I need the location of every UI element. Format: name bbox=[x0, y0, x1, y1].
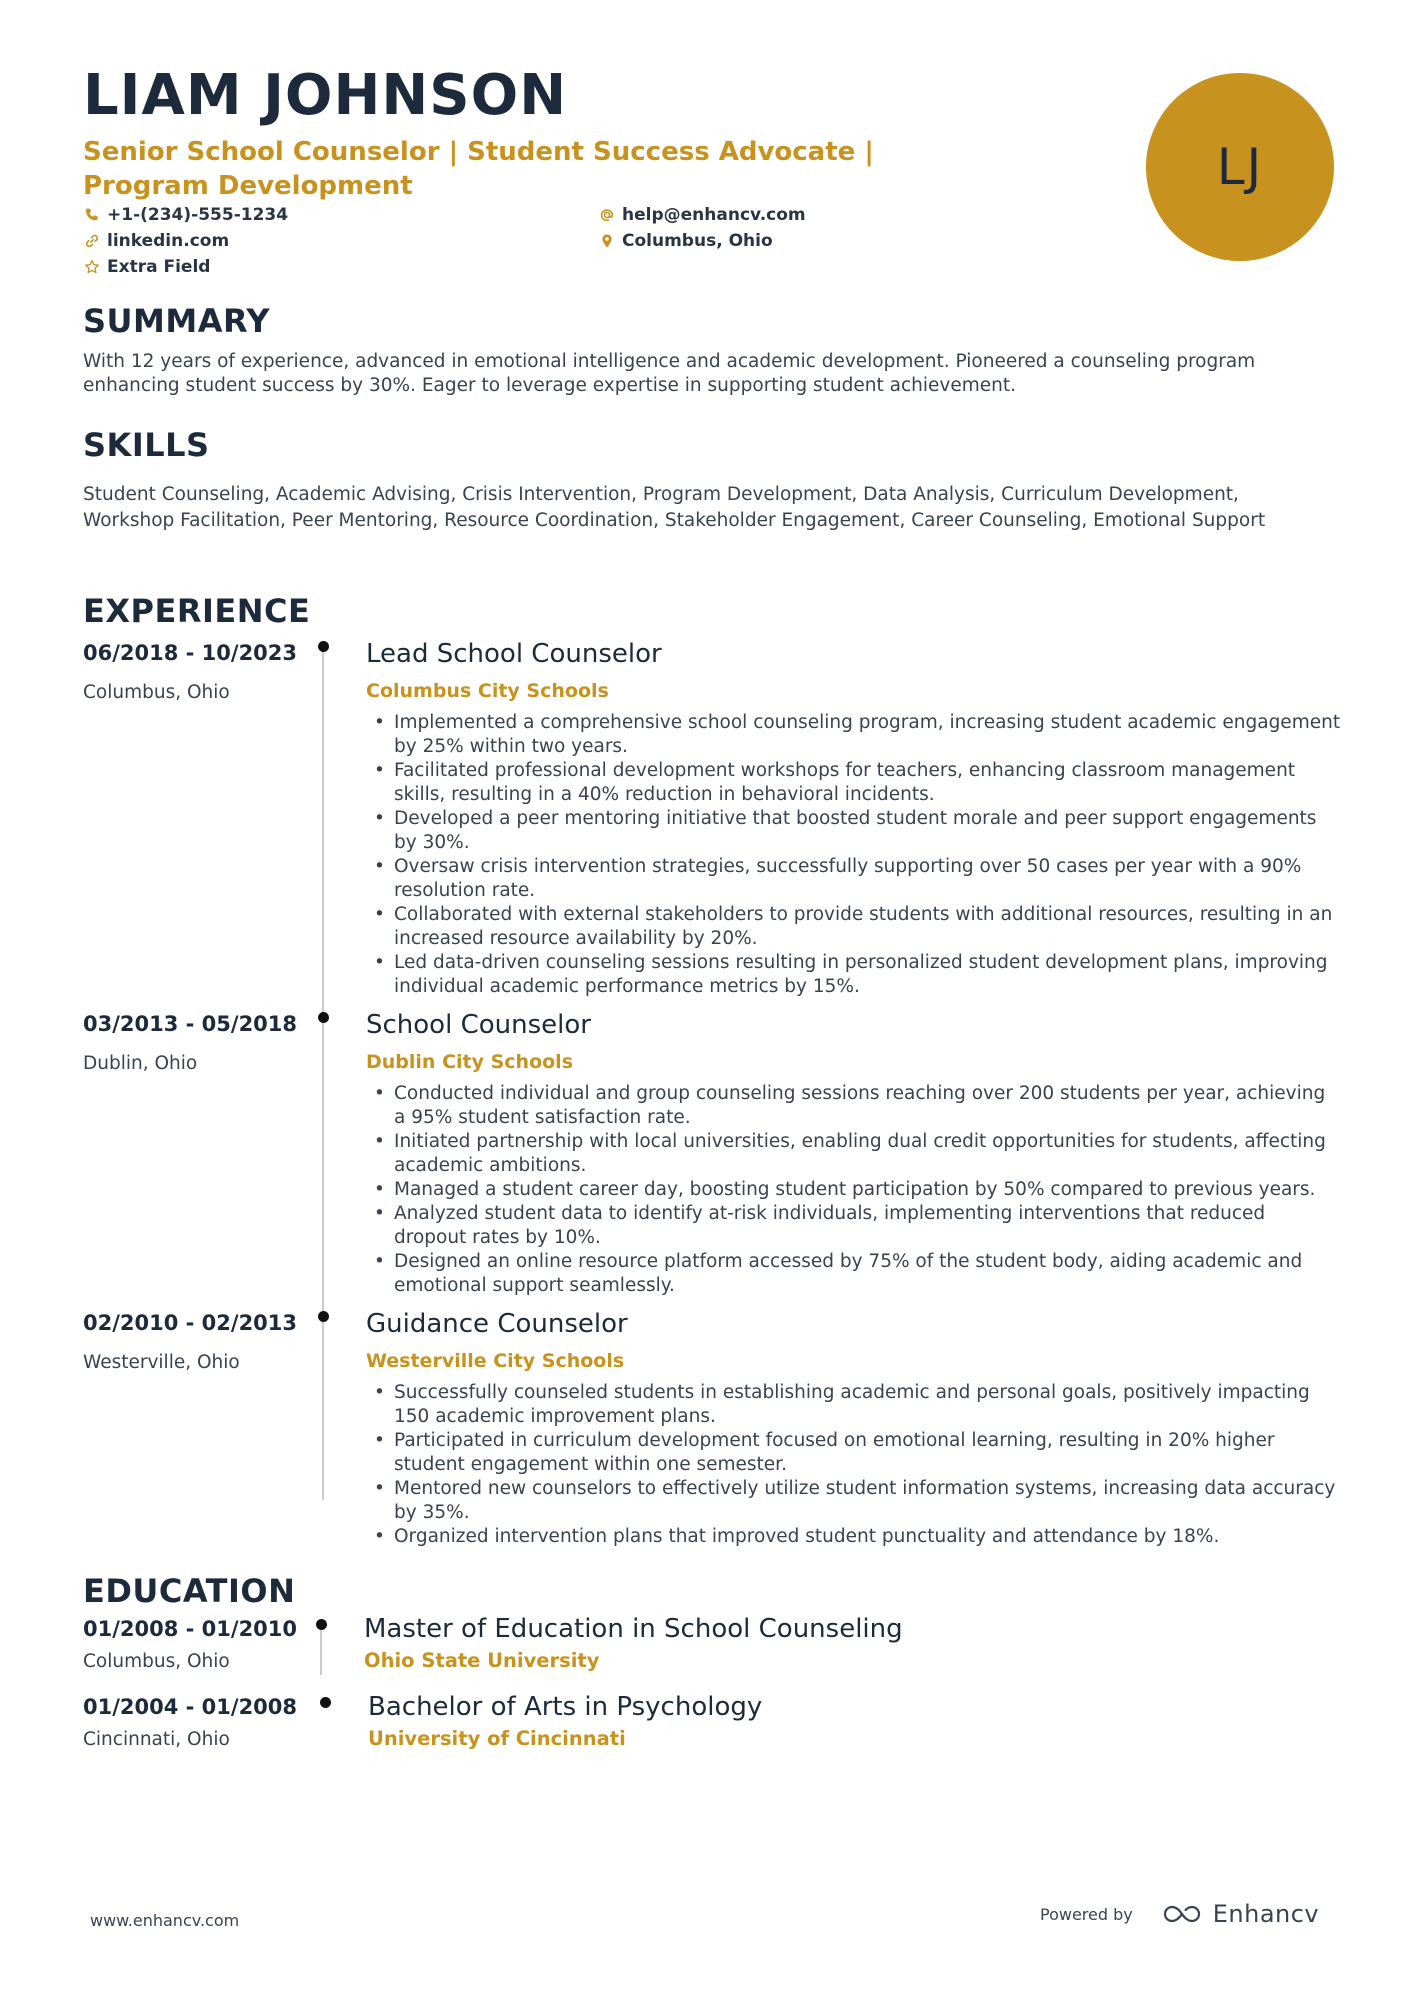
timeline-dot bbox=[318, 641, 329, 652]
job-location: Dublin, Ohio bbox=[83, 1053, 198, 1074]
job-bullets bbox=[366, 1082, 1341, 1298]
brand-logo[interactable] bbox=[1159, 1900, 1319, 1928]
job-bullet: • Initiated partnership with local universities, enabling dual credit opportunities for students, affecting academic ambitions. bbox=[366, 1130, 1341, 1178]
education-heading: EDUCATION bbox=[83, 1572, 296, 1610]
infinity-logo-icon bbox=[1159, 1902, 1205, 1926]
timeline-dot bbox=[318, 1012, 329, 1023]
candidate-headline: Senior School Counselor | Student Success Advocate | Program Development bbox=[83, 137, 874, 201]
job-bullet: • Organized intervention plans that improved student punctuality and attendance by 18%. bbox=[366, 1525, 1341, 1549]
education-timeline-line bbox=[320, 1627, 322, 1675]
contact-location bbox=[598, 231, 773, 251]
link-icon bbox=[83, 232, 101, 250]
contact-email[interactable] bbox=[598, 205, 806, 225]
avatar-initials: LJ bbox=[1216, 138, 1264, 196]
job-bullet: • Oversaw crisis intervention strategies, successfully supporting over 50 cases per year with a 90% resolution rate. bbox=[366, 855, 1341, 903]
summary-heading: SUMMARY bbox=[83, 302, 271, 340]
candidate-name: LIAM JOHNSON bbox=[83, 63, 568, 128]
job-bullet: • Mentored new counselors to effectively utilize student information systems, increasing data accuracy by 35%. bbox=[366, 1477, 1341, 1525]
job-bullet: • Led data-driven counseling sessions resulting in personalized student development plans, improving individual academic performance metrics by 15%. bbox=[366, 951, 1341, 999]
job-bullet: • Facilitated professional development workshops for teachers, enhancing classroom management skills, resulting in a 40% reduction in behavioral incidents. bbox=[366, 759, 1341, 807]
job-company: Dublin City Schools bbox=[366, 1051, 574, 1073]
brand-name: Enhancv bbox=[1212, 1900, 1320, 1928]
powered-by-label: Powered by bbox=[1040, 1904, 1133, 1924]
job-dates: 06/2018 - 10/2023 bbox=[83, 641, 298, 665]
job-company: Columbus City Schools bbox=[366, 680, 609, 702]
experience-timeline-line bbox=[322, 648, 324, 1500]
job-location: Westerville, Ohio bbox=[83, 1352, 240, 1373]
job-bullets bbox=[366, 711, 1341, 999]
job-bullet: • Developed a peer mentoring initiative that boosted student morale and peer support engagements by 30%. bbox=[366, 807, 1341, 855]
education-dates: 01/2008 - 01/2010 bbox=[83, 1617, 298, 1641]
education-dates: 01/2004 - 01/2008 bbox=[83, 1695, 298, 1719]
job-bullet: • Participated in curriculum development focused on emotional learning, resulting in 20% higher student engagement within one semester. bbox=[366, 1429, 1341, 1477]
contact-location-text: Columbus, Ohio bbox=[622, 231, 773, 251]
skills-heading: SKILLS bbox=[83, 426, 210, 464]
education-degree: Master of Education in School Counseling bbox=[364, 1614, 903, 1644]
contact-linkedin-text: linkedin.com bbox=[107, 231, 230, 251]
job-bullet: • Collaborated with external stakeholders to provide students with additional resources, resulting in an increased resource availability by 20%. bbox=[366, 903, 1341, 951]
phone-icon bbox=[83, 206, 101, 224]
experience-heading: EXPERIENCE bbox=[83, 592, 311, 630]
contact-extra bbox=[83, 257, 210, 277]
skills-text: Student Counseling, Academic Advising, Crisis Intervention, Program Development, Data Analysis, Curriculum Development, Workshop Facilitation, Peer Mentoring, Resource Coordination, Stakeholder Engagement, Career Counseling, Emotional Support bbox=[83, 484, 1266, 531]
job-dates: 02/2010 - 02/2013 bbox=[83, 1311, 298, 1335]
job-bullet: • Analyzed student data to identify at-risk individuals, implementing interventions that reduced dropout rates by 10%. bbox=[366, 1202, 1341, 1250]
job-dates: 03/2013 - 05/2018 bbox=[83, 1012, 298, 1036]
summary-text: With 12 years of experience, advanced in emotional intelligence and academic development. Pioneered a counseling program enhancing student success by 30%. Eager to leverage expertise in supporting student achievement. bbox=[83, 351, 1256, 396]
job-bullet: • Successfully counseled students in establishing academic and personal goals, positively impacting 150 academic improvement plans. bbox=[366, 1381, 1341, 1429]
avatar bbox=[1146, 73, 1334, 261]
footer-branding bbox=[1040, 1900, 1319, 1928]
job-bullet: • Conducted individual and group counseling sessions reaching over 200 students per year, achieving a 95% student satisfaction rate. bbox=[366, 1082, 1341, 1130]
footer-website[interactable]: www.enhancv.com bbox=[90, 1911, 240, 1930]
timeline-dot bbox=[318, 1311, 329, 1322]
job-bullet: • Managed a student career day, boosting student participation by 50% compared to previous years. bbox=[366, 1178, 1341, 1202]
education-location: Columbus, Ohio bbox=[83, 1651, 230, 1672]
star-icon bbox=[83, 258, 101, 276]
job-title: School Counselor bbox=[366, 1010, 591, 1040]
education-school: Ohio State University bbox=[364, 1649, 600, 1672]
education-degree: Bachelor of Arts in Psychology bbox=[368, 1692, 763, 1722]
job-bullets bbox=[366, 1381, 1341, 1549]
job-bullet: • Designed an online resource platform accessed by 75% of the student body, aiding academic and emotional support seamlessly. bbox=[366, 1250, 1341, 1298]
education-school: University of Cincinnati bbox=[368, 1727, 626, 1750]
contact-phone-text: +1-(234)-555-1234 bbox=[107, 205, 289, 225]
contact-email-text: help@enhancv.com bbox=[622, 205, 806, 225]
timeline-dot bbox=[316, 1619, 327, 1630]
education-location: Cincinnati, Ohio bbox=[83, 1729, 230, 1750]
job-title: Guidance Counselor bbox=[366, 1309, 628, 1339]
job-company: Westerville City Schools bbox=[366, 1350, 625, 1372]
job-location: Columbus, Ohio bbox=[83, 682, 230, 703]
job-bullet: • Implemented a comprehensive school counseling program, increasing student academic engagement by 25% within two years. bbox=[366, 711, 1341, 759]
job-title: Lead School Counselor bbox=[366, 639, 662, 669]
at-icon bbox=[598, 206, 616, 224]
timeline-dot bbox=[320, 1697, 331, 1708]
location-pin-icon bbox=[598, 232, 616, 250]
contact-linkedin[interactable] bbox=[83, 231, 229, 251]
contact-phone[interactable] bbox=[83, 205, 288, 225]
contact-extra-text: Extra Field bbox=[107, 257, 211, 277]
